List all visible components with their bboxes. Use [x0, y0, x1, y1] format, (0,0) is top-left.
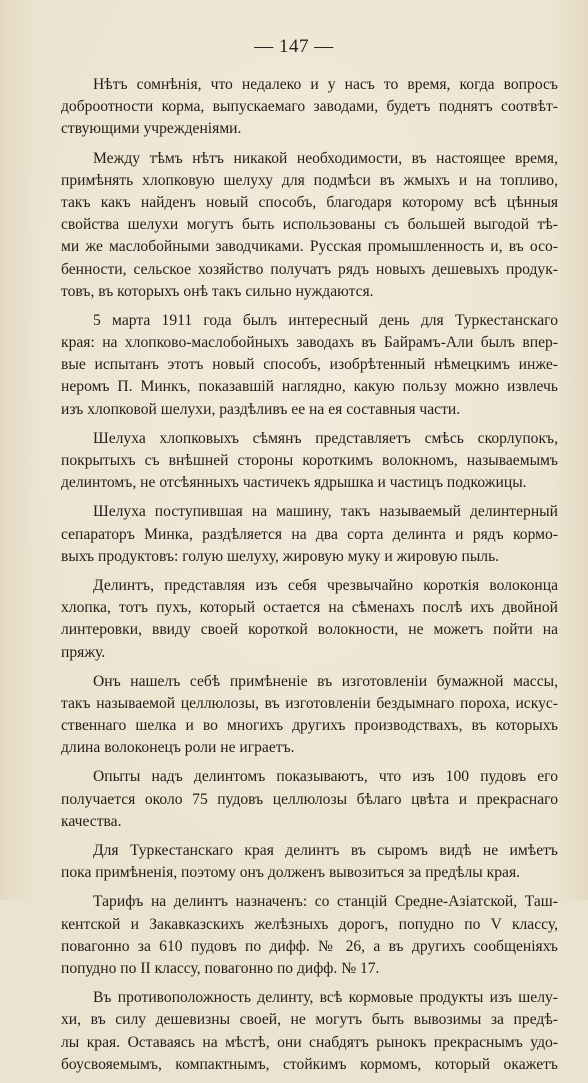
text-line: такъ называемой целлюлозы, въ изготовленіи бездымнаго пороха, искус- [61, 694, 558, 712]
paragraph [61, 575, 558, 664]
paragraph [61, 766, 558, 833]
text-line: Нѣтъ сомнѣнія, что недалеко и у насъ то время, когда вопросъ [93, 76, 558, 93]
text-line: качества. [61, 812, 122, 830]
text-line: повагонно за 610 пудовъ по дифф. № 26, а въ другихъ сообщеніяхъ [61, 937, 558, 955]
text-line: кентской и Закавказскихъ желѣзныхъ дорогъ, попудно по V классу, [61, 915, 558, 933]
text-line: получается около 75 пудовъ целлюлозы бѣлаго цвѣта и прекраснаго [61, 790, 558, 808]
text-line: товъ, въ которыхъ онѣ такъ сильно нуждаются. [61, 282, 374, 300]
paragraph [61, 840, 558, 884]
text-line: вые испытанъ этотъ новый способъ, изобрѣтенный нѣмецкимъ инже- [61, 356, 558, 374]
text-line: Делинтъ, представляя изъ себя чрезвычайно короткія волоконца [93, 576, 558, 594]
text-line: ственнаго шелка и во многихъ другихъ производствахъ, въ которыхъ [61, 717, 558, 735]
text-line: ствующими учрежденіями. [61, 120, 242, 138]
text-line: бенности, сельское хозяйство получатъ рядъ новыхъ дешевыхъ продук- [61, 260, 558, 278]
text-line: примѣнять хлопковую шелуху для подмѣси въ жмыхъ и на топливо, [61, 171, 558, 189]
text-line: Тарифъ на делинтъ назначенъ: со станцій Средне-Азіатской, Таш- [93, 893, 558, 911]
text-line: доброотности корма, выпускаемаго заводами, будетъ поднятъ соотвѣт- [61, 98, 558, 116]
text-line: неромъ П. Минкъ, показавшій наглядно, какую пользу можно извлечь [61, 378, 558, 396]
text-line: края: на хлопково-маслобойныхъ заводахъ въ Байрамъ-Али былъ впер- [61, 334, 558, 352]
paragraph [61, 310, 558, 421]
text-line: Для Туркестанскаго края делинтъ въ сыромъ видѣ не имѣетъ [93, 842, 558, 859]
text-line: свойства шелухи могутъ быть использованы съ большей выгодой тѣ- [61, 216, 558, 234]
text-line: 5 марта 1911 года былъ интересный день для Туркестанскаго [93, 311, 558, 329]
paragraph [61, 671, 558, 760]
text-line: линтеровки, ввиду своей короткой волокности, не можетъ пойти на [61, 621, 558, 639]
text-line: попудно по II классу, повагонно по дифф. № 17. [61, 959, 380, 977]
text-line: хлопка, тотъ пухъ, который остается на сѣменахъ послѣ ихъ двойной [61, 599, 558, 617]
text-line: покрытыхъ съ внѣшней стороны короткимъ волокномъ, называемымъ [61, 452, 558, 469]
text-line: Въ противоположность делинту, всѣ кормовые продукты изъ шелу- [93, 989, 558, 1007]
paragraph [61, 74, 558, 141]
text-line: лы края. Оставаясь на мѣстѣ, они снабдятъ рынокъ прекраснымъ удо- [61, 1033, 558, 1051]
text-line: пряжу. [61, 643, 106, 661]
paragraph [61, 148, 558, 303]
text-line: Онъ нашелъ себѣ примѣненіе въ изготовленіи бумажной массы, [93, 672, 558, 690]
text-line: пока примѣненія, поэтому онъ долженъ вывозиться за предѣлы края. [61, 864, 521, 882]
body-text [61, 74, 558, 1083]
text-line: Шелуха поступившая на машину, такъ называемый делинтерный [93, 503, 558, 521]
paragraph [61, 987, 558, 1076]
text-line: хи, въ силу дешевизны своей, не могутъ быть вывозимы за предѣ- [61, 1011, 558, 1029]
text-line: Между тѣмъ нѣтъ никакой необходимости, въ настоящее время, [93, 149, 558, 167]
text-line: длина волоконецъ роли не играетъ. [61, 739, 295, 757]
text-line: ми же маслобойными заводчиками. Русская промышленность и, въ осо- [61, 238, 558, 256]
paragraph [61, 428, 558, 495]
text-line: делинтомъ, не отсѣянныхъ частичекъ ядрышка и частицъ подкожицы. [61, 474, 527, 492]
text-line: сепараторъ Минка, раздѣляется на два сорта делинта и рядъ кормо- [61, 525, 558, 543]
text-line: Шелуха хлопковыхъ сѣмянъ представляетъ смѣсь скорлупокъ, [93, 429, 558, 447]
text-line: боусвояемымъ, компактнымъ, стойкимъ кормомъ, который окажетъ [61, 1055, 558, 1073]
text-line: выхъ продуктовъ: голую шелуху, жировую муку и жировую пыль. [61, 547, 500, 565]
paragraph [61, 891, 558, 980]
text-line: Опыты надъ делинтомъ показываютъ, что изъ 100 пудовъ его [93, 768, 558, 786]
text-line: изъ хлопковой шелухи, раздѣливъ ее на ея составныя части. [61, 400, 461, 418]
text-line: такъ какъ найденъ новый способъ, благодаря которому всѣ цѣнныя [61, 193, 558, 211]
paragraph [61, 501, 558, 568]
page-number: — 147 — [254, 36, 334, 57]
